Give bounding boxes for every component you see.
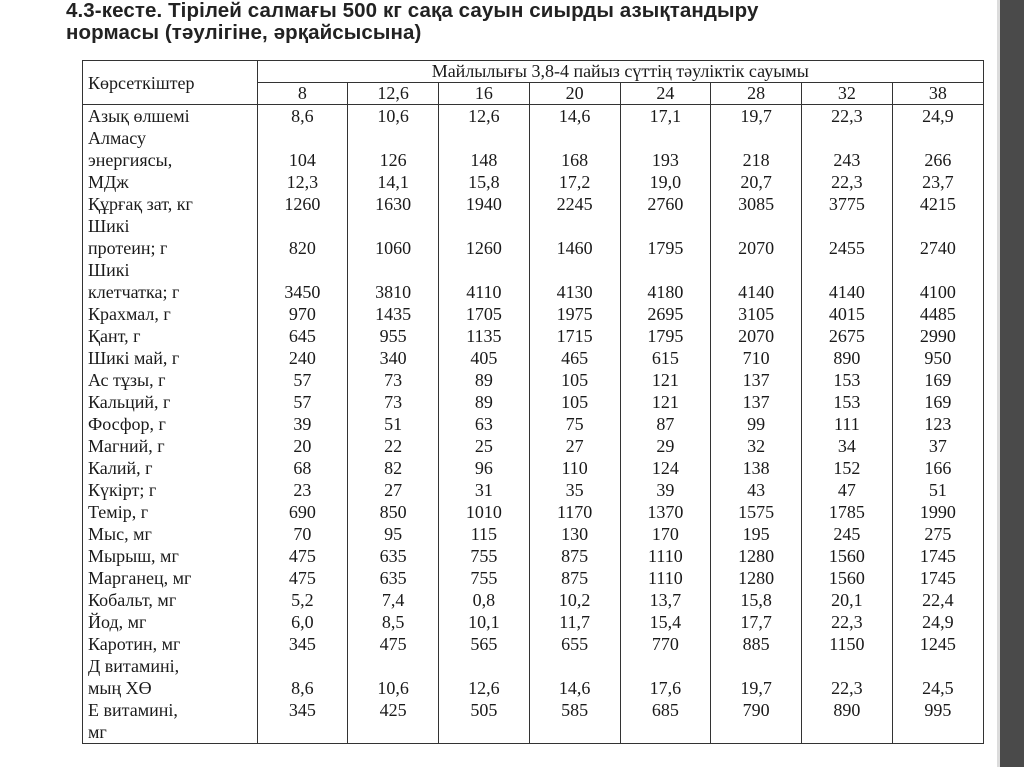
feeding-norms-table	[82, 60, 984, 744]
table-cell: 1745	[892, 567, 983, 589]
row-label-line: Кобальт, мг	[88, 590, 177, 610]
table-cell: 243	[802, 127, 893, 171]
table-cell: 3085	[711, 193, 802, 215]
table-cell: 995	[892, 699, 983, 743]
table-cell: 68	[293, 458, 312, 478]
row-label-line: Каротин, мг	[88, 634, 181, 654]
table-cell: 2695	[620, 303, 711, 325]
row-label	[83, 193, 257, 215]
table-cell: 22,3	[802, 655, 893, 699]
table-cell: 955	[348, 325, 439, 347]
column-header: 12,6	[348, 83, 439, 105]
table-cell: 5,2	[291, 590, 314, 610]
table-row	[83, 545, 983, 567]
table-cell: 4130	[529, 259, 620, 303]
table-cell: 2740	[892, 215, 983, 259]
table-cell: 12,3	[286, 172, 319, 192]
table-cell: 240	[288, 348, 316, 368]
table-cell: 25	[439, 435, 530, 457]
column-header: 8	[257, 83, 348, 105]
table-cell: 111	[802, 413, 893, 435]
row-label-line: Магний, г	[88, 436, 165, 456]
table-cell: 1745	[892, 545, 983, 567]
table-cell: 4140	[711, 259, 802, 303]
table-cell: 1110	[620, 545, 711, 567]
table-cell: 22,4	[892, 589, 983, 611]
table-cell: 22,3	[802, 171, 893, 193]
table-cell: 6,0	[291, 612, 314, 632]
table-row	[83, 479, 983, 501]
row-label-line: Крахмал, г	[88, 304, 171, 324]
table-cell: 2455	[802, 215, 893, 259]
row-label	[83, 435, 257, 457]
table-cell: 1975	[529, 303, 620, 325]
table-cell: 95	[348, 523, 439, 545]
table-cell: 755	[439, 567, 530, 589]
table-cell: 465	[529, 347, 620, 369]
table-cell: 1990	[892, 501, 983, 523]
table-row	[83, 303, 983, 325]
table-cell: 19,7	[711, 105, 802, 128]
table-row	[83, 589, 983, 611]
table-cell: 2990	[892, 325, 983, 347]
row-label-line: Марганец, мг	[88, 568, 192, 588]
table-row	[83, 435, 983, 457]
table-cell: 121	[620, 391, 711, 413]
table-cell: 2675	[802, 325, 893, 347]
row-label-line: Шикі	[88, 216, 130, 236]
table-cell: 615	[620, 347, 711, 369]
row-label-line: Ас тұзы, г	[88, 370, 166, 390]
table-cell: 19,0	[620, 171, 711, 193]
table-cell: 1280	[711, 567, 802, 589]
table-cell: 57	[293, 370, 312, 390]
table-cell: 34	[802, 435, 893, 457]
row-label-line: клетчатка; г	[88, 282, 180, 302]
milk-yield-group-header: Майлылығы 3,8-4 пайыз сүттің тәуліктік сауымы	[257, 61, 983, 83]
table-cell: 475	[288, 546, 316, 566]
column-header: 24	[620, 83, 711, 105]
column-header: 32	[802, 83, 893, 105]
table-cell: 20	[293, 436, 312, 456]
table-row	[83, 369, 983, 391]
table-cell: 137	[711, 391, 802, 413]
row-label	[83, 325, 257, 347]
row-label-line: Темір, г	[88, 502, 149, 522]
table-row	[83, 193, 983, 215]
table-cell: 124	[620, 457, 711, 479]
table-cell: 17,6	[620, 655, 711, 699]
table-cell: 345	[288, 700, 316, 720]
table-cell: 4100	[892, 259, 983, 303]
table-cell: 13,7	[620, 589, 711, 611]
table-cell: 24,9	[892, 611, 983, 633]
row-label-line: Кальций, г	[88, 392, 171, 412]
table-cell: 0,8	[439, 589, 530, 611]
row-label	[83, 127, 257, 171]
table-cell: 14,6	[529, 655, 620, 699]
row-label-line: Азық өлшемі	[88, 106, 190, 126]
column-header: 38	[892, 83, 983, 105]
row-label-line: Йод, мг	[88, 612, 147, 632]
table-cell: 1460	[529, 215, 620, 259]
table-cell: 170	[620, 523, 711, 545]
table-cell: 63	[439, 413, 530, 435]
table-cell: 850	[348, 501, 439, 523]
table-cell: 73	[348, 391, 439, 413]
table-cell: 710	[711, 347, 802, 369]
table-cell: 169	[892, 369, 983, 391]
table-cell: 1795	[620, 215, 711, 259]
row-label	[83, 413, 257, 435]
table-cell: 1150	[802, 633, 893, 655]
table-cell: 1010	[439, 501, 530, 523]
table-cell: 12,6	[439, 105, 530, 128]
table-cell: 73	[348, 369, 439, 391]
table-cell: 655	[529, 633, 620, 655]
table-cell: 17,7	[711, 611, 802, 633]
table-cell: 1560	[802, 567, 893, 589]
table-cell: 169	[892, 391, 983, 413]
table-body	[83, 105, 983, 744]
table-cell: 31	[439, 479, 530, 501]
row-label	[83, 303, 257, 325]
row-label-line: Д витамині,	[88, 656, 180, 676]
table-cell: 99	[711, 413, 802, 435]
table-row	[83, 105, 983, 128]
table-row	[83, 259, 983, 303]
table-cell: 1795	[620, 325, 711, 347]
table-cell: 27	[348, 479, 439, 501]
table-cell: 22	[348, 435, 439, 457]
row-label-line: Фосфор, г	[88, 414, 166, 434]
table-cell: 148	[439, 127, 530, 171]
table-row	[83, 215, 983, 259]
table-cell: 138	[711, 457, 802, 479]
table-cell: 105	[529, 391, 620, 413]
row-label	[83, 589, 257, 611]
row-label-line: протеин; г	[88, 238, 168, 258]
table-cell: 970	[288, 304, 316, 324]
table-cell: 153	[802, 369, 893, 391]
table-cell: 8,6	[291, 106, 314, 126]
table-cell: 15,8	[439, 171, 530, 193]
table-cell: 19,7	[711, 655, 802, 699]
table-cell: 153	[802, 391, 893, 413]
table-cell: 10,1	[439, 611, 530, 633]
table-cell: 15,8	[711, 589, 802, 611]
table-cell: 166	[892, 457, 983, 479]
table-cell: 37	[892, 435, 983, 457]
table-row	[83, 655, 983, 699]
table-cell: 168	[529, 127, 620, 171]
row-label	[83, 259, 257, 303]
table-cell: 22,3	[802, 611, 893, 633]
table-cell: 195	[711, 523, 802, 545]
table-cell: 39	[293, 414, 312, 434]
table-cell: 51	[892, 479, 983, 501]
row-label-line: мг	[88, 722, 107, 742]
table-cell: 1560	[802, 545, 893, 567]
column-header: 28	[711, 83, 802, 105]
table-cell: 820	[288, 238, 316, 258]
row-label	[83, 699, 257, 743]
table-cell: 1575	[711, 501, 802, 523]
table-cell: 1260	[284, 194, 321, 214]
table-cell: 39	[620, 479, 711, 501]
table-cell: 8,5	[348, 611, 439, 633]
table-cell: 47	[802, 479, 893, 501]
table-cell: 24,5	[892, 655, 983, 699]
table-cell: 345	[288, 634, 316, 654]
table-cell: 23,7	[892, 171, 983, 193]
table-cell: 2070	[711, 215, 802, 259]
column-header: 16	[439, 83, 530, 105]
table-cell: 3775	[802, 193, 893, 215]
table-cell: 11,7	[529, 611, 620, 633]
table-cell: 770	[620, 633, 711, 655]
table-cell: 27	[529, 435, 620, 457]
table-cell: 340	[348, 347, 439, 369]
table-cell: 1435	[348, 303, 439, 325]
table-cell: 275	[892, 523, 983, 545]
table-cell: 123	[892, 413, 983, 435]
table-cell: 75	[529, 413, 620, 435]
table-cell: 405	[439, 347, 530, 369]
row-label-line: Мыс, мг	[88, 524, 152, 544]
table-cell: 130	[529, 523, 620, 545]
table-cell: 3450	[284, 282, 321, 302]
caption-line-1	[66, 0, 996, 22]
row-label-line: Күкірт; г	[88, 480, 157, 500]
table-cell: 950	[892, 347, 983, 369]
table-cell: 104	[288, 150, 316, 170]
row-label	[83, 633, 257, 655]
table-cell: 89	[439, 391, 530, 413]
table-row	[83, 633, 983, 655]
table-cell: 32	[711, 435, 802, 457]
table-cell: 635	[348, 567, 439, 589]
table-caption	[66, 0, 996, 44]
row-label	[83, 215, 257, 259]
table-cell: 425	[348, 699, 439, 743]
table-cell: 193	[620, 127, 711, 171]
row-label-line: Мырыш, мг	[88, 546, 179, 566]
table-row	[83, 347, 983, 369]
table-cell: 4180	[620, 259, 711, 303]
table-cell: 29	[620, 435, 711, 457]
table-header	[83, 61, 983, 105]
table-cell: 1260	[439, 215, 530, 259]
table-cell: 4215	[892, 193, 983, 215]
table-cell: 565	[439, 633, 530, 655]
table-cell: 15,4	[620, 611, 711, 633]
table-cell: 2245	[529, 193, 620, 215]
row-label-line: энергиясы,	[88, 150, 173, 170]
table-cell: 87	[620, 413, 711, 435]
table-cell: 126	[348, 127, 439, 171]
table-cell: 1705	[439, 303, 530, 325]
table-cell: 875	[529, 545, 620, 567]
table-cell: 20,1	[802, 589, 893, 611]
table-cell: 645	[288, 326, 316, 346]
table-cell: 43	[711, 479, 802, 501]
table-cell: 4140	[802, 259, 893, 303]
table-cell: 690	[288, 502, 316, 522]
table-cell: 4485	[892, 303, 983, 325]
table-cell: 685	[620, 699, 711, 743]
table-cell: 1110	[620, 567, 711, 589]
table-row	[83, 171, 983, 193]
table-cell: 266	[892, 127, 983, 171]
row-label	[83, 457, 257, 479]
frame-border-right	[1000, 0, 1024, 767]
row-label	[83, 369, 257, 391]
table-row	[83, 501, 983, 523]
table-cell: 755	[439, 545, 530, 567]
table-row	[83, 127, 983, 171]
row-label	[83, 545, 257, 567]
table-cell: 14,1	[348, 171, 439, 193]
table-cell: 585	[529, 699, 620, 743]
table-cell: 1940	[439, 193, 530, 215]
table-cell: 3810	[348, 259, 439, 303]
table-cell: 7,4	[348, 589, 439, 611]
table-cell: 1785	[802, 501, 893, 523]
column-header: 20	[529, 83, 620, 105]
table-cell: 790	[711, 699, 802, 743]
table-cell: 4015	[802, 303, 893, 325]
table-cell: 23	[293, 480, 312, 500]
table-cell: 245	[802, 523, 893, 545]
table-cell: 505	[439, 699, 530, 743]
row-label-line: Құрғақ зат, кг	[88, 194, 193, 214]
table-row	[83, 567, 983, 589]
table-row	[83, 457, 983, 479]
row-label	[83, 479, 257, 501]
table-cell: 24,9	[892, 105, 983, 128]
table-cell: 70	[293, 524, 312, 544]
row-label	[83, 171, 257, 193]
table-cell: 890	[802, 347, 893, 369]
row-label-line: мың ХӨ	[88, 678, 152, 698]
table-cell: 475	[348, 633, 439, 655]
row-label	[83, 347, 257, 369]
table-cell: 137	[711, 369, 802, 391]
row-label	[83, 567, 257, 589]
table-row	[83, 413, 983, 435]
table-cell: 17,1	[620, 105, 711, 128]
table-cell: 1245	[892, 633, 983, 655]
row-label	[83, 655, 257, 699]
table-cell: 3105	[711, 303, 802, 325]
table-cell: 20,7	[711, 171, 802, 193]
table-row	[83, 391, 983, 413]
table-cell: 115	[439, 523, 530, 545]
table-cell: 121	[620, 369, 711, 391]
table-cell: 890	[802, 699, 893, 743]
table-cell: 2760	[620, 193, 711, 215]
table-cell: 1370	[620, 501, 711, 523]
table-cell: 14,6	[529, 105, 620, 128]
table-cell: 22,3	[802, 105, 893, 128]
row-label-line: МДж	[88, 172, 129, 192]
row-label-line: Қант, г	[88, 326, 141, 346]
table-cell: 8,6	[291, 678, 314, 698]
table-row	[83, 699, 983, 743]
table-row	[83, 523, 983, 545]
indicators-header: Көрсеткіштер	[83, 61, 257, 105]
row-label	[83, 611, 257, 633]
table-cell: 57	[293, 392, 312, 412]
table-cell: 96	[439, 457, 530, 479]
caption-text-1: Тірілей салмағы 500 кг сақа сауын сиырды азықтандыру	[168, 0, 759, 22]
table-row	[83, 325, 983, 347]
table-cell: 1280	[711, 545, 802, 567]
table-cell: 635	[348, 545, 439, 567]
table-cell: 1135	[439, 325, 530, 347]
table-cell: 2070	[711, 325, 802, 347]
table-cell: 875	[529, 567, 620, 589]
table-cell: 1630	[348, 193, 439, 215]
table-cell: 885	[711, 633, 802, 655]
table-cell: 82	[348, 457, 439, 479]
row-label-line: Калий, г	[88, 458, 153, 478]
table-cell: 10,6	[348, 655, 439, 699]
table-cell: 110	[529, 457, 620, 479]
table-cell: 10,6	[348, 105, 439, 128]
table-cell: 12,6	[439, 655, 530, 699]
table-number: 4.3-кесте.	[66, 0, 163, 22]
row-label-line: Е витамині,	[88, 700, 178, 720]
table-cell: 4110	[439, 259, 530, 303]
row-label	[83, 391, 257, 413]
table-cell: 17,2	[529, 171, 620, 193]
table-cell: 1170	[529, 501, 620, 523]
row-label	[83, 501, 257, 523]
row-label	[83, 105, 257, 128]
table-row	[83, 611, 983, 633]
table-cell: 1060	[348, 215, 439, 259]
row-label-line: Алмасу	[88, 128, 146, 148]
table-cell: 152	[802, 457, 893, 479]
table-cell: 10,2	[529, 589, 620, 611]
table-cell: 89	[439, 369, 530, 391]
table-cell: 475	[288, 568, 316, 588]
row-label-line: Шикі май, г	[88, 348, 180, 368]
row-label-line: Шикі	[88, 260, 130, 280]
caption-line-2: нормасы (тәулігіне, әрқайсысына)	[66, 21, 422, 44]
row-label	[83, 523, 257, 545]
table-cell: 35	[529, 479, 620, 501]
table-cell: 1715	[529, 325, 620, 347]
table-cell: 218	[711, 127, 802, 171]
table-cell: 51	[348, 413, 439, 435]
table-cell: 105	[529, 369, 620, 391]
data-table	[83, 61, 983, 743]
